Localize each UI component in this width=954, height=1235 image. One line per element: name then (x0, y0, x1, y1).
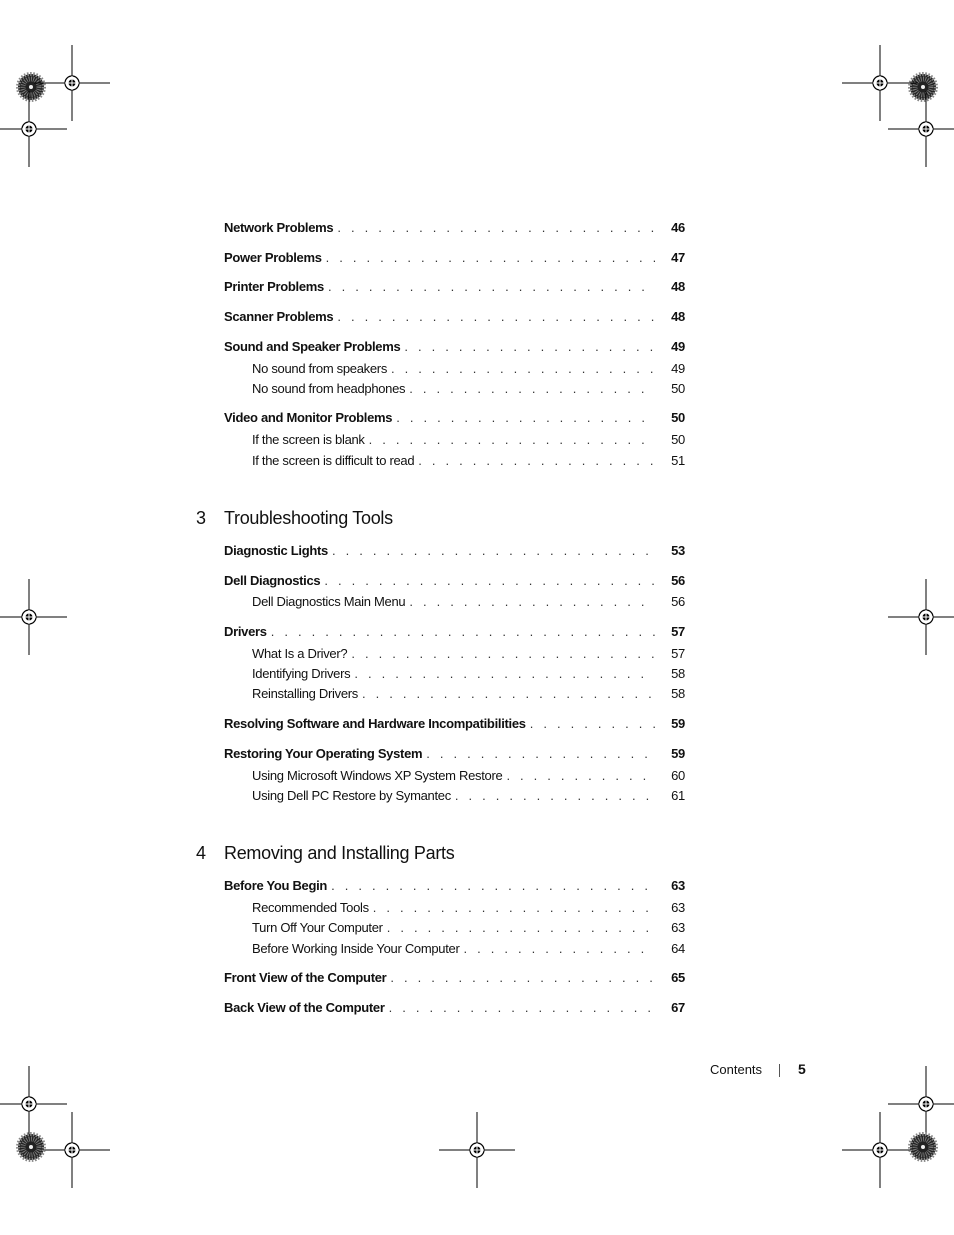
toc-entry-page: 67 (671, 1000, 685, 1015)
registration-mark-icon (842, 1112, 918, 1188)
toc-entry-title: Turn Off Your Computer (252, 920, 383, 935)
toc-entry-page: 58 (671, 666, 685, 681)
chapter-number: 3 (196, 508, 206, 528)
registration-mark-icon (888, 579, 954, 655)
toc-entry[interactable] (224, 715, 685, 733)
toc-entry[interactable] (224, 278, 685, 296)
toc-entry-page: 49 (671, 361, 685, 376)
toc-subentry[interactable] (252, 767, 685, 785)
dot-leader (451, 787, 655, 805)
toc-entry[interactable] (224, 623, 685, 641)
toc-entry-title: Back View of the Computer (224, 1000, 385, 1015)
dot-leader (386, 969, 655, 987)
dot-leader (460, 940, 656, 958)
dot-leader (383, 919, 655, 937)
toc-entry-title: Resolving Software and Hardware Incompatibilities (224, 716, 526, 731)
toc-entry-title: Video and Monitor Problems (224, 410, 393, 425)
toc-entry[interactable] (224, 249, 685, 267)
toc-entry[interactable] (224, 308, 685, 326)
dot-leader (347, 645, 655, 663)
toc-entry-page: 56 (671, 573, 685, 588)
registration-mark-icon (842, 45, 918, 121)
toc-entry-page: 61 (671, 788, 685, 803)
toc-entry-page: 50 (671, 432, 685, 447)
footer-page-number: 5 (798, 1061, 806, 1077)
dot-leader (400, 338, 655, 356)
chapter-heading[interactable] (196, 841, 454, 865)
toc-entry-title: Scanner Problems (224, 309, 334, 324)
toc-entry-title: Before You Begin (224, 878, 328, 893)
toc-entry[interactable] (224, 572, 685, 590)
toc-entry-title: Drivers (224, 624, 267, 639)
toc-entry-title: Power Problems (224, 250, 322, 265)
toc-entry-title: Identifying Drivers (252, 666, 351, 681)
dot-leader (328, 542, 655, 560)
toc-entry-page: 50 (671, 410, 685, 425)
registration-mark-icon (34, 45, 110, 121)
toc-entry[interactable] (224, 877, 685, 895)
color-target-icon (910, 74, 936, 100)
toc-entry-title: Printer Problems (224, 279, 324, 294)
toc-entry-page: 48 (671, 309, 685, 324)
chapter-number: 4 (196, 843, 206, 863)
toc-subentry[interactable] (252, 940, 685, 958)
toc-entry-page: 60 (671, 768, 685, 783)
dot-leader (502, 767, 655, 785)
toc-entry[interactable] (224, 409, 685, 427)
toc-entry-title: No sound from speakers (252, 361, 388, 376)
color-target-icon (18, 74, 44, 100)
registration-mark-icon (0, 579, 67, 655)
toc-entry-title: Before Working Inside Your Computer (252, 941, 460, 956)
dot-leader (320, 572, 655, 590)
toc-entry-title: Sound and Speaker Problems (224, 339, 401, 354)
toc-entry-page: 65 (671, 970, 685, 985)
dot-leader (365, 431, 655, 449)
toc-entry[interactable] (224, 969, 685, 987)
toc-entry-page: 63 (671, 878, 685, 893)
toc-entry-title: If the screen is difficult to read (252, 453, 415, 468)
toc-entry-title: No sound from headphones (252, 381, 406, 396)
registration-mark-icon (0, 1066, 67, 1142)
toc-entry-title: Reinstalling Drivers (252, 686, 358, 701)
toc-entry-page: 57 (671, 624, 685, 639)
toc-entry-title: Diagnostic Lights (224, 543, 328, 558)
toc-entry-title: Recommended Tools (252, 900, 369, 915)
dot-leader (333, 308, 655, 326)
toc-entry-page: 46 (671, 220, 685, 235)
footer-section-label: Contents (710, 1062, 763, 1077)
toc-subentry[interactable] (252, 380, 685, 398)
registration-mark-icon (34, 1112, 110, 1188)
toc-entry[interactable] (224, 542, 685, 560)
dot-leader (327, 877, 655, 895)
toc-entry[interactable] (224, 999, 685, 1017)
toc-entry-page: 58 (671, 686, 685, 701)
toc-entry-title: Dell Diagnostics (224, 573, 321, 588)
dot-leader (526, 715, 655, 733)
dot-leader (369, 899, 655, 917)
dot-leader (385, 999, 655, 1017)
toc-entry-title: Restoring Your Operating System (224, 746, 423, 761)
dot-leader (267, 623, 655, 641)
dot-leader (405, 593, 655, 611)
dot-leader (392, 409, 655, 427)
dot-leader (387, 360, 655, 378)
toc-entry-page: 56 (671, 594, 685, 609)
toc-entry[interactable] (224, 219, 685, 237)
toc-entry-page: 57 (671, 646, 685, 661)
toc-entry-page: 64 (671, 941, 685, 956)
toc-subentry[interactable] (252, 645, 685, 663)
dot-leader (414, 452, 655, 470)
toc-entry-title: Dell Diagnostics Main Menu (252, 594, 406, 609)
toc-entry-title: Using Dell PC Restore by Symantec (252, 788, 451, 803)
registration-mark-icon (888, 91, 954, 167)
dot-leader (322, 249, 655, 267)
toc-entry-title: Front View of the Computer (224, 970, 387, 985)
footer-divider (779, 1064, 780, 1077)
toc-subentry[interactable] (252, 360, 685, 378)
toc-entry-page: 48 (671, 279, 685, 294)
toc-entry-page: 50 (671, 381, 685, 396)
toc-entry-page: 47 (671, 250, 685, 265)
dot-leader (358, 685, 655, 703)
toc-entry-title: If the screen is blank (252, 432, 365, 447)
toc-entry-title: Network Problems (224, 220, 334, 235)
chapter-title: Removing and Installing Parts (224, 843, 455, 863)
toc-subentry[interactable] (252, 685, 685, 703)
toc-entry-page: 51 (671, 453, 685, 468)
toc-subentry[interactable] (252, 919, 685, 937)
toc-entry-page: 49 (671, 339, 685, 354)
dot-leader (422, 745, 655, 763)
toc-entry[interactable] (224, 338, 685, 356)
toc-entry-title: Using Microsoft Windows XP System Restore (252, 768, 503, 783)
toc-entry-title: What Is a Driver? (252, 646, 348, 661)
toc-subentry[interactable] (252, 899, 685, 917)
chapter-title: Troubleshooting Tools (224, 508, 393, 528)
toc-subentry[interactable] (252, 431, 685, 449)
toc-entry-page: 53 (671, 543, 685, 558)
toc-entry[interactable] (224, 745, 685, 763)
toc-entry-page: 63 (671, 900, 685, 915)
color-target-icon (18, 1134, 44, 1160)
dot-leader (405, 380, 655, 398)
dot-leader (350, 665, 655, 683)
chapter-heading[interactable] (196, 506, 393, 530)
toc-subentry[interactable] (252, 787, 685, 805)
registration-mark-icon (0, 91, 67, 167)
toc-subentry[interactable] (252, 452, 685, 470)
color-target-icon (910, 1134, 936, 1160)
registration-mark-icon (439, 1112, 515, 1188)
toc-subentry[interactable] (252, 593, 685, 611)
dot-leader (333, 219, 655, 237)
toc-entry-page: 59 (671, 746, 685, 761)
toc-entry-page: 59 (671, 716, 685, 731)
dot-leader (324, 278, 655, 296)
registration-mark-icon (888, 1066, 954, 1142)
toc-entry-page: 63 (671, 920, 685, 935)
toc-subentry[interactable] (252, 665, 685, 683)
